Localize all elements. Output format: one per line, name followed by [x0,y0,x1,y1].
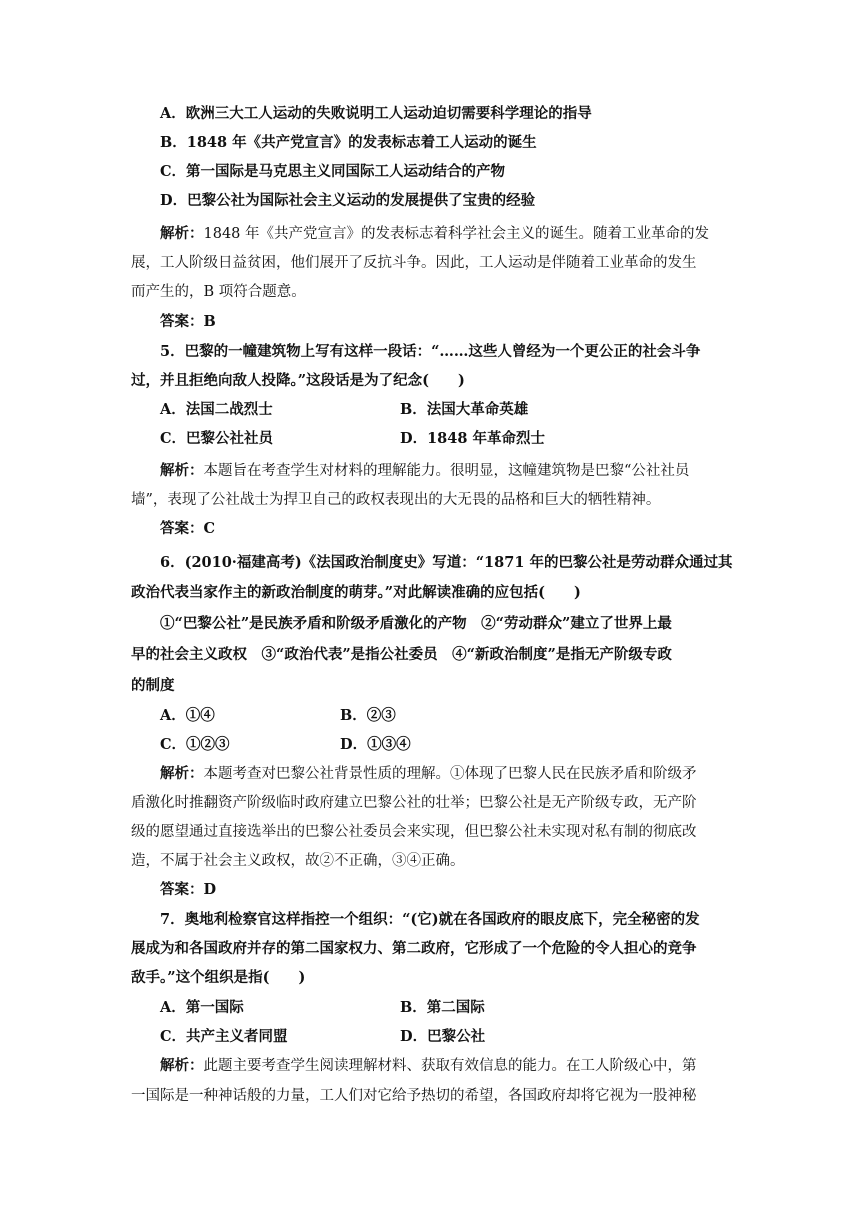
analysis-text: 1848 年《共产党宣言》的发表标志着科学社会主义的诞生。随着工业革命的发 [203,226,710,242]
q7-option-b: B．第二国际 [400,999,485,1016]
q6-option-c: C．①②③ [160,736,230,753]
q4-option-b: B．1848 年《共产党宣言》的发表标志着工人运动的诞生 [160,134,537,151]
q6-analysis-line-1 [160,764,697,784]
analysis-text: 本题旨在考查学生对材料的理解能力。很明显，这幢建筑物是巴黎“公社社员 [203,463,690,479]
q4-option-c: C．第一国际是马克思主义同国际工人运动结合的产物 [160,163,506,180]
q6-analysis-line-3: 级的愿望通过直接选举出的巴黎公社委员会来实现，但巴黎公社未实现对私有制的彻底改 [131,824,697,840]
q6-stem-line-2: 政治代表当家作主的新政治制度的萌芽。”对此解读准确的应包括( ) [131,584,581,601]
q4-analysis-line-3: 而产生的，B 项符合题意。 [131,284,306,300]
q5-analysis-line-2: 墙”，表现了公社战士为捍卫自己的政权表现出的大无畏的品格和巨大的牺牲精神。 [131,492,661,508]
q5-option-b: B．法国大革命英雄 [400,401,529,418]
analysis-text: 本题考查对巴黎公社背景性质的理解。①体现了巴黎人民在民族矛盾和阶级矛 [203,766,697,782]
q6-option-a: A．①④ [160,707,215,724]
analysis-label: 解析： [160,225,204,242]
q6-analysis-line-4: 造，不属于社会主义政权，故②不正确，③④正确。 [131,853,465,869]
q7-analysis-line-2: 一国际是一种神话般的力量，工人们对它给予热切的希望，各国政府却将它视为一股神秘 [131,1088,697,1104]
q6-options-row-1 [160,706,396,726]
q6-statements-line-2: 早的社会主义政权 ③“政治代表”是指公社委员 ④“新政治制度”是指无产阶级专政 [131,646,672,663]
q4-option-d: D．巴黎公社为国际社会主义运动的发展提供了宝贵的经验 [160,192,536,209]
analysis-text: 此题主要考查学生阅读理解材料、获取有效信息的能力。在工人阶级心中，第 [203,1058,697,1074]
q4-analysis-line-2: 展，工人阶级日益贫困，他们展开了反抗斗争。因此，工人运动是伴随着工业革命的发生 [131,255,697,271]
q7-options-row-1 [160,998,485,1018]
q4-answer: 答案：B [160,313,216,330]
analysis-label: 解析： [160,765,204,782]
q5-stem-line-1: 5．巴黎的一幢建筑物上写有这样一段话：“……这些人曾经为一个更公正的社会斗争 [160,343,701,360]
q7-stem-line-3: 敌手。”这个组织是指( ) [131,969,306,986]
q6-statements-line-1: ①“巴黎公社”是民族矛盾和阶级矛盾激化的产物 ②“劳动群众”建立了世界上最 [160,615,672,632]
q7-option-d: D．巴黎公社 [400,1028,486,1045]
q7-stem-line-2: 展成为和各国政府并存的第二国家权力、第二政府，它形成了一个危险的令人担心的竞争 [131,940,697,957]
q5-option-c: C．巴黎公社社员 [160,430,274,447]
q6-answer: 答案：D [160,881,217,898]
q6-options-row-2 [160,735,411,755]
q7-options-row-2 [160,1027,486,1047]
q6-analysis-line-2: 盾激化时推翻资产阶级临时政府建立巴黎公社的壮举；巴黎公社是无产阶级专政，无产阶 [131,795,697,811]
q6-option-d: D．①③④ [340,736,411,753]
q4-option-a: A．欧洲三大工人运动的失败说明工人运动迫切需要科学理论的指导 [160,105,592,122]
q5-stem-line-2: 过，并且拒绝向敌人投降。”这段话是为了纪念( ) [131,372,465,389]
analysis-label: 解析： [160,1057,204,1074]
q4-analysis-line-1 [160,224,709,244]
q6-option-b: B．②③ [340,707,396,724]
q7-analysis-line-1 [160,1056,697,1076]
analysis-label: 解析： [160,462,204,479]
q7-option-c: C．共产主义者同盟 [160,1028,288,1045]
q5-option-a: A．法国二战烈士 [160,401,273,418]
q6-stem-line-1: 6．(2010·福建高考)《法国政治制度史》写道：“1871 年的巴黎公社是劳动群众通过其 [160,554,733,571]
q5-option-d: D．1848 年革命烈士 [400,430,545,447]
q5-options-row-1 [160,400,529,420]
q5-analysis-line-1 [160,461,689,481]
q5-answer: 答案：C [160,520,216,537]
q7-option-a: A．第一国际 [160,999,244,1016]
q6-statements-line-3: 的制度 [131,677,175,694]
q7-stem-line-1: 7．奥地利检察官这样指控一个组织：“(它)就在各国政府的眼皮底下，完全秘密的发 [160,911,700,928]
q5-options-row-2 [160,429,545,449]
